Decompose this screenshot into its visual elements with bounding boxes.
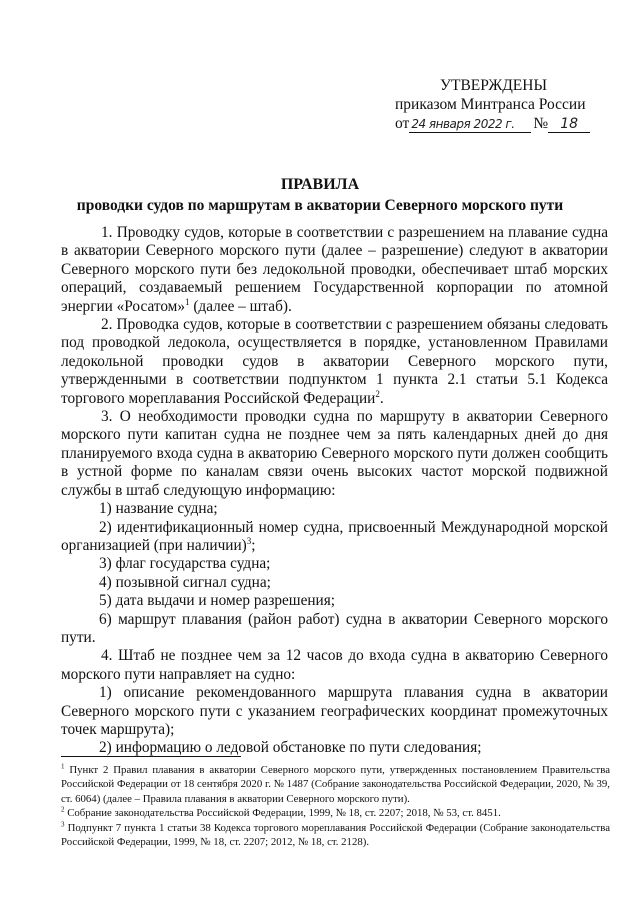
footnote-ref-2: 2 <box>375 388 380 399</box>
footnotes <box>61 756 610 849</box>
list-item: 3) флаг государства судна; <box>99 555 271 573</box>
paragraph-4: 4. Штаб не позднее чем за 12 часов до входа судна в акваторию Северного морского пути направляет на судно: <box>61 647 608 683</box>
paragraph-2: 2. Проводка судов, которые в соответствии с разрешением обязаны следовать под проводкой ледокола, осуществляется в порядке, установленном Правилами ледокольной проводки судов в акватории Северного морского пути, утвержденными в соответствии подпунктом 1 пункта 2.1 статьи 5.1 Кодекса торгового мореплавания Российской Федерации$^2$. <box>61 316 608 407</box>
list-item: 6) маршрут плавания (район работ) судна в акватории Северного морского пути. <box>61 610 608 646</box>
order-line: приказом Минтранса России <box>395 96 586 113</box>
paragraph-1: 1. Проводку судов, которые в соответствии с разрешением на плавание судна в акватории Северного морского пути (далее – разрешение) следуют в акватории Северного морского пути без ледокольной проводки, обеспечивает штаб морских операций, создаваемый решением Государственной корпорации по атомной энергии «Росатом»$^1$ (далее – штаб). <box>61 224 608 315</box>
date-number-line <box>395 114 595 133</box>
date-prefix: от <box>395 115 410 132</box>
approved-label: УТВЕРЖДЕНЫ <box>440 77 547 94</box>
list-item: 2) идентификационный номер судна, присвоенный Международной морской организацией (при наличии)$^3$; <box>61 518 608 554</box>
paragraph-3: 3. О необходимости проводки судна по маршруту в акватории Северного морского пути капитан судна не позднее чем за пять календарных дней до дня планируемого входа судна в акваторию Северного морского пути должен сообщить в устной форме по каналам связи очень высоких частот морской подвижной службы в штаб следующую информацию: <box>61 408 608 499</box>
footnote-ref-1: 1 <box>185 296 190 307</box>
document-body <box>61 224 608 758</box>
list-item: 1) описание рекомендованного маршрута плавания судна в акватории Северного морского пути с указанием географических координат промежуточных точек маршрута); <box>61 684 608 738</box>
footnote-2: $^2$ Собрание законодательства Российской Федерации, 1999, № 18, ст. 2207; 2018, № 53, ст. 8451. <box>61 805 501 820</box>
list-item: 4) позывной сигнал судна; <box>99 573 271 591</box>
list-item: 2) информацию о ледовой обстановке по пути следования; <box>99 739 482 757</box>
number-prefix: № <box>533 115 549 132</box>
footnote-divider <box>61 756 241 757</box>
list-item: 1) название судна; <box>99 500 218 518</box>
document-subtitle: проводки судов по маршрутам в акватории Северного морского пути <box>76 197 564 214</box>
footnote-1: $^1$ Пункт 2 Правил плавания в акватории Северного морского пути, утвержденных постановлением Правительства Российской Федерации от 18 сентября 2020 г. № 1487 (Собрание законодательства Российской Федерации, 2020, № 39, ст. 6064) (далее – Правила плавания в акватории Северного морского пути). <box>61 762 611 805</box>
list-item: 5) дата выдачи и номер разрешения; <box>99 592 336 610</box>
handwritten-date: 24 января 2022 г. <box>409 117 531 133</box>
handwritten-number: 18 <box>548 117 590 133</box>
footnote-ref-3: 3 <box>246 535 252 546</box>
approval-block <box>395 76 595 133</box>
document-title: ПРАВИЛА <box>280 176 360 193</box>
footnote-3: $^3$ Подпункт 7 пункта 1 статьи 38 Кодекса торгового мореплавания Российской Федерации (Собрание законодательства Российской Федерации, 1999, № 18, ст. 2207; 2012, № 18, ст. 2128). <box>61 820 610 849</box>
